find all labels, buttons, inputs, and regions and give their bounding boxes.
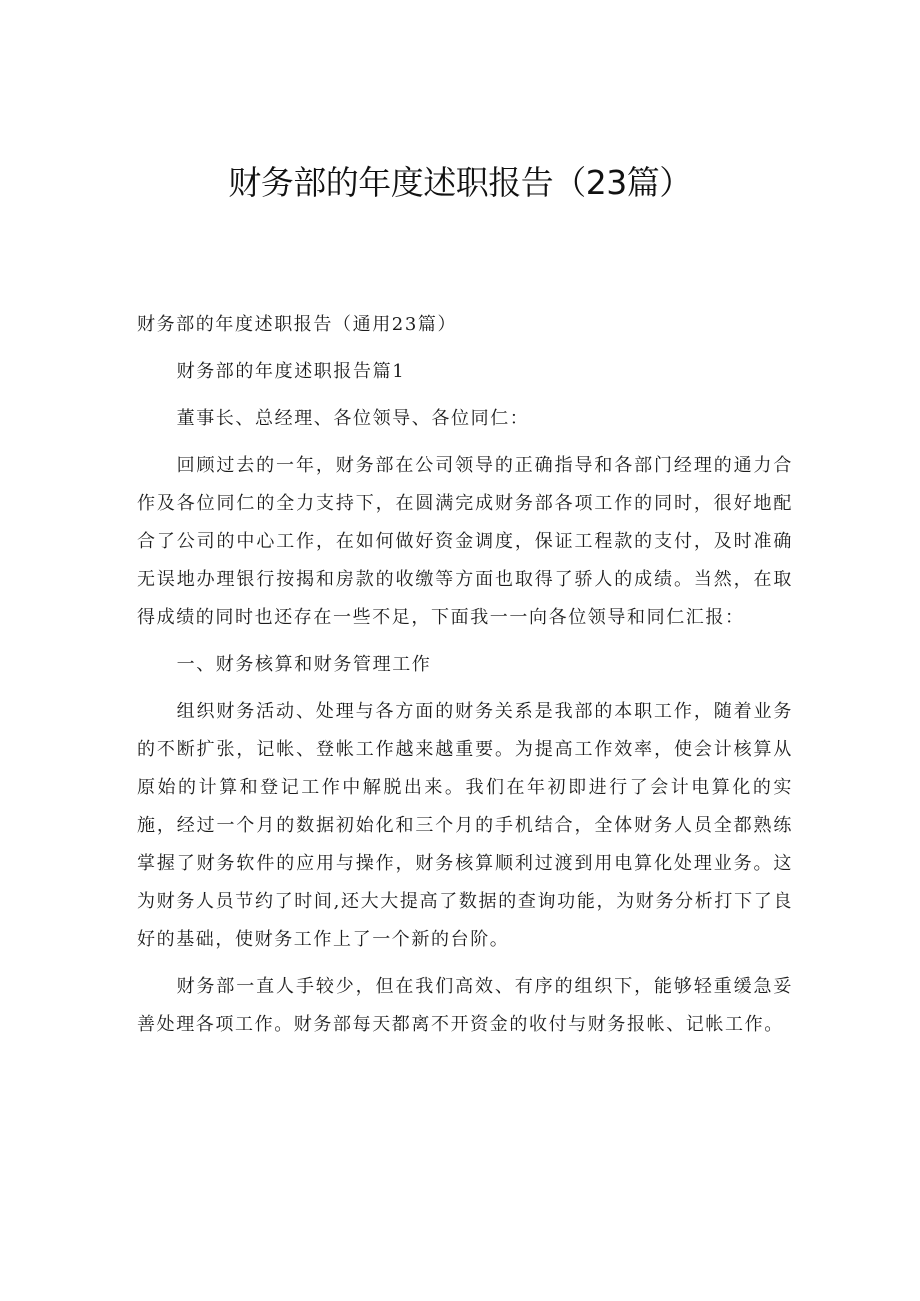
salutation: 董事长、总经理、各位领导、各位同仁： — [176, 408, 530, 429]
document-title: 财务部的年度述职报告（23篇） — [228, 163, 692, 202]
body-paragraph: 组织财务活动、处理与各方面的财务关系是我部的本职工作，随着业务的不断扩张，记帐、登帐工作越来越重要。为提高工作效率，使会计核算从原始的计算和登记工作中解脱出来。我们在年初即进行了会计电算化的实施，经过一个月的数据初始化和三个月的手机结合，全体财务人员全都熟练掌握了财务软件的应用与操作，财务核算顺利过渡到用电算化处理业务。这为财务人员节约了时间,还大大提高了数据的查询功能，为财务分析打下了良好的基础，使财务工作上了一个新的台阶。 — [137, 701, 793, 950]
body-paragraph: 财务部一直人手较少，但在我们高效、有序的组织下，能够轻重缓急妥善处理各项工作。财务部每天都离不开资金的收付与财务报帐、记帐工作。 — [137, 976, 793, 1035]
section-heading: 一、财务核算和财务管理工作 — [176, 654, 432, 675]
body-paragraph: 回顾过去的一年，财务部在公司领导的正确指导和各部门经理的通力合作及各位同仁的全力支持下，在圆满完成财务部各项工作的同时，很好地配合了公司的中心工作，在如何做好资金调度，保证工程款的支付，及时准确无误地办理银行按揭和房款的收缴等方面也取得了骄人的成绩。当然，在取得成绩的同时也还存在一些不足，下面我一一向各位领导和同仁汇报： — [137, 455, 793, 628]
document-subtitle: 财务部的年度述职报告（通用23篇） — [137, 314, 458, 335]
document-body — [137, 306, 793, 1053]
section-heading: 财务部的年度述职报告篇1 — [176, 361, 406, 382]
